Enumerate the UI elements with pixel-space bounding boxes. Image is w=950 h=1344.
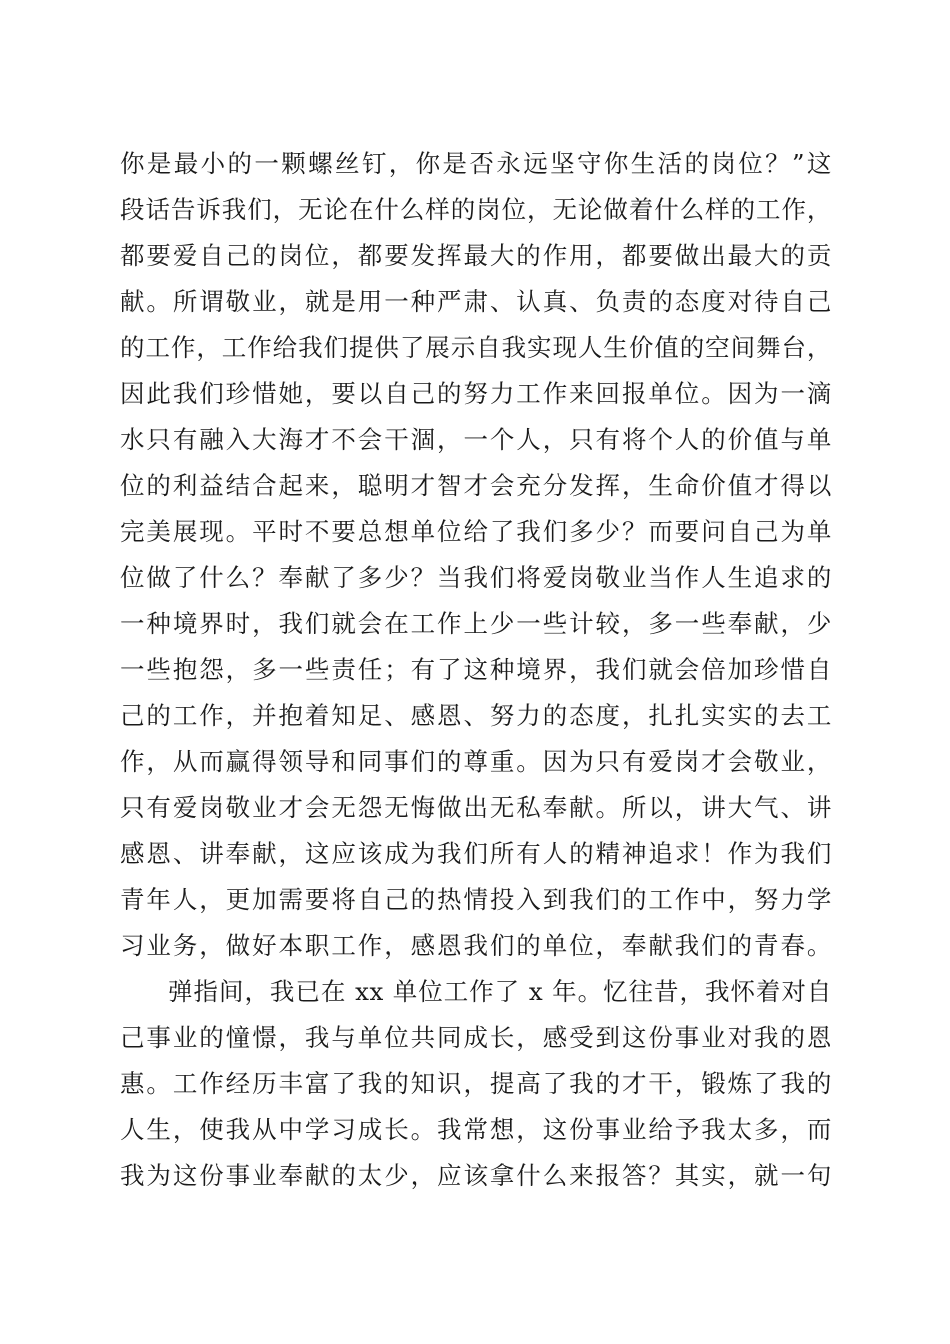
text-line: 的工作，工作给我们提供了展示自我实现人生价值的空间舞台， <box>120 333 832 362</box>
text-line: 完美展现。平时不要总想单位给了我们多少？而要问自己为单 <box>120 517 832 546</box>
text-line: 青年人，更加需要将自己的热情投入到我们的工作中，努力学 <box>120 885 832 914</box>
text-line: 己的工作，并抱着知足、感恩、努力的态度，扎扎实实的去工 <box>120 701 832 730</box>
text-line: 因此我们珍惜她，要以自己的努力工作来回报单位。因为一滴 <box>120 379 832 408</box>
text-line: 你是最小的一颗螺丝钉，你是否永远坚守你生活的岗位？”这 <box>120 149 832 178</box>
text-line: 都要爱自己的岗位，都要发挥最大的作用，都要做出最大的贡 <box>120 241 832 270</box>
text-line: 一种境界时，我们就会在工作上少一些计较，多一些奉献，少 <box>120 609 832 638</box>
text-line: 人生，使我从中学习成长。我常想，这份事业给予我太多，而 <box>120 1115 832 1144</box>
text-line: 只有爱岗敬业才会无怨无悔做出无私奉献。所以，讲大气、讲 <box>120 793 832 822</box>
text-line: 位做了什么？奉献了多少？当我们将爱岗敬业当作人生追求的 <box>120 563 832 592</box>
text-line: 习业务，做好本职工作，感恩我们的单位，奉献我们的青春。 <box>120 931 832 960</box>
text-line: 位的利益结合起来，聪明才智才会充分发挥，生命价值才得以 <box>120 471 832 500</box>
text-line: 弹指间，我已在 xx 单位工作了 x 年。忆往昔，我怀着对自 <box>168 977 832 1006</box>
text-line: 献。所谓敬业，就是用一种严肃、认真、负责的态度对待自己 <box>120 287 832 316</box>
text-line: 水只有融入大海才不会干涸，一个人，只有将个人的价值与单 <box>120 425 832 454</box>
text-line: 感恩、讲奉献，这应该成为我们所有人的精神追求！作为我们 <box>120 839 832 868</box>
text-line: 己事业的憧憬，我与单位共同成长，感受到这份事业对我的恩 <box>120 1023 832 1052</box>
text-line: 我为这份事业奉献的太少，应该拿什么来报答？其实，就一句 <box>120 1161 832 1190</box>
text-line: 一些抱怨，多一些责任；有了这种境界，我们就会倍加珍惜自 <box>120 655 832 684</box>
text-line: 作，从而赢得领导和同事们的尊重。因为只有爱岗才会敬业， <box>120 747 832 776</box>
text-line: 惠。工作经历丰富了我的知识，提高了我的才干，锻炼了我的 <box>120 1069 832 1098</box>
text-line: 段话告诉我们，无论在什么样的岗位，无论做着什么样的工作， <box>120 195 832 224</box>
